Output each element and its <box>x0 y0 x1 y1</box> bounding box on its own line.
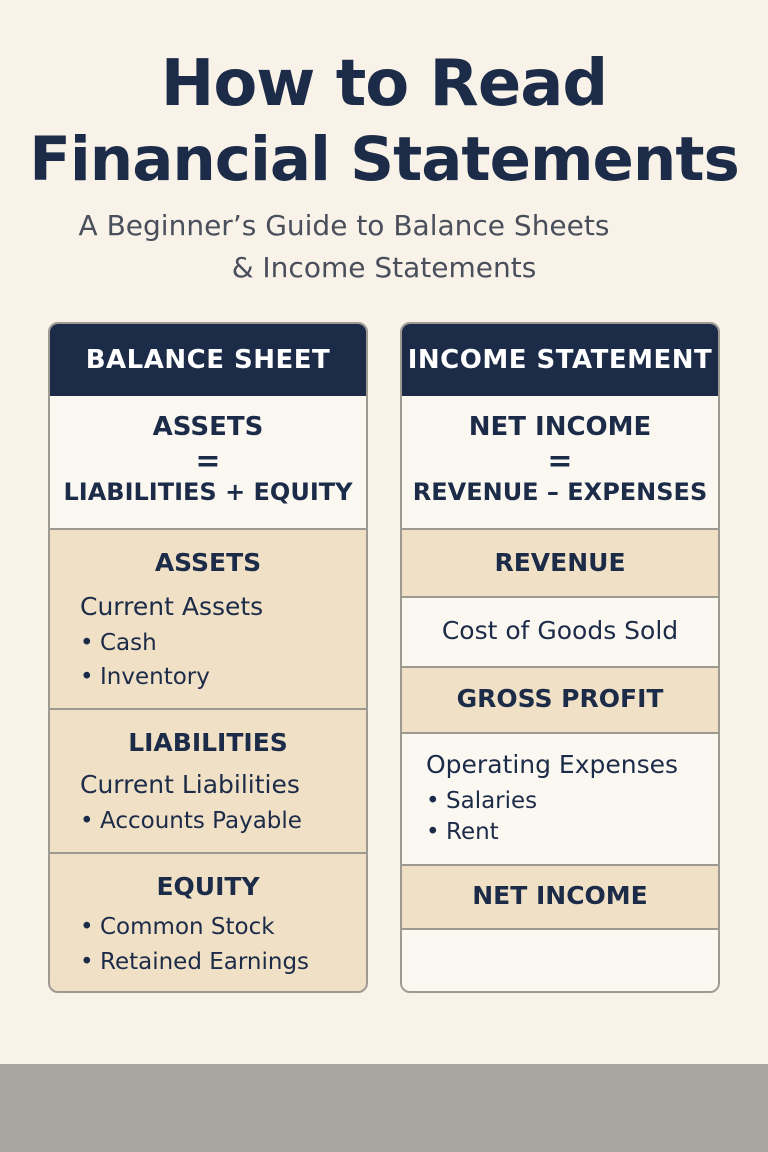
equation-left: NET INCOME <box>468 412 652 442</box>
opex-label: Operating Expenses <box>426 750 679 779</box>
current-assets-label: Current Assets <box>80 592 264 621</box>
list-item: • Accounts Payable <box>80 808 302 834</box>
equity-section <box>50 854 366 993</box>
balance-sheet-card <box>48 322 368 993</box>
liabilities-title: LIABILITIES <box>128 728 288 757</box>
subtitle-line2: & Income Statements <box>231 251 537 284</box>
equity-title: EQUITY <box>156 872 260 901</box>
opex-section <box>402 734 718 866</box>
equation-left: ASSETS <box>152 412 264 442</box>
page-title-line2: Financial Statements <box>29 124 739 195</box>
liabilities-section <box>50 710 366 854</box>
equation-right: REVENUE – EXPENSES <box>412 478 708 506</box>
income-statement-header: INCOME STATEMENT <box>402 324 718 396</box>
current-liabilities-label: Current Liabilities <box>80 770 300 799</box>
list-item: • Cash <box>80 630 157 656</box>
net-income-section <box>402 866 718 930</box>
cogs-label: Cost of Goods Sold <box>441 616 679 645</box>
gross-profit-section <box>402 668 718 734</box>
subtitle-line1: A Beginner’s Guide to Balance Sheets <box>78 209 610 242</box>
list-item: • Inventory <box>80 664 210 690</box>
revenue-section <box>402 530 718 598</box>
list-item: • Salaries <box>426 788 538 814</box>
assets-title: ASSETS <box>154 548 262 577</box>
revenue-title: REVENUE <box>494 548 626 577</box>
cogs-section <box>402 598 718 668</box>
bottom-bar <box>0 1064 768 1152</box>
net-income-title: NET INCOME <box>472 881 648 910</box>
equation-right: LIABILITIES + EQUITY <box>63 478 353 506</box>
equation-equals: = <box>547 444 573 479</box>
balance-sheet-header: BALANCE SHEET <box>50 324 366 396</box>
list-item: • Retained Earnings <box>80 949 310 975</box>
list-item: • Common Stock <box>80 914 275 940</box>
page-title-line1: How to Read <box>160 47 608 121</box>
gross-profit-title: GROSS PROFIT <box>456 684 664 713</box>
income-statement-card <box>400 322 720 993</box>
empty-section <box>402 930 718 993</box>
equation-equals: = <box>195 444 221 479</box>
balance-sheet-equation <box>50 396 366 530</box>
list-item: • Rent <box>426 819 499 845</box>
income-statement-equation <box>402 396 718 530</box>
assets-section <box>50 530 366 710</box>
